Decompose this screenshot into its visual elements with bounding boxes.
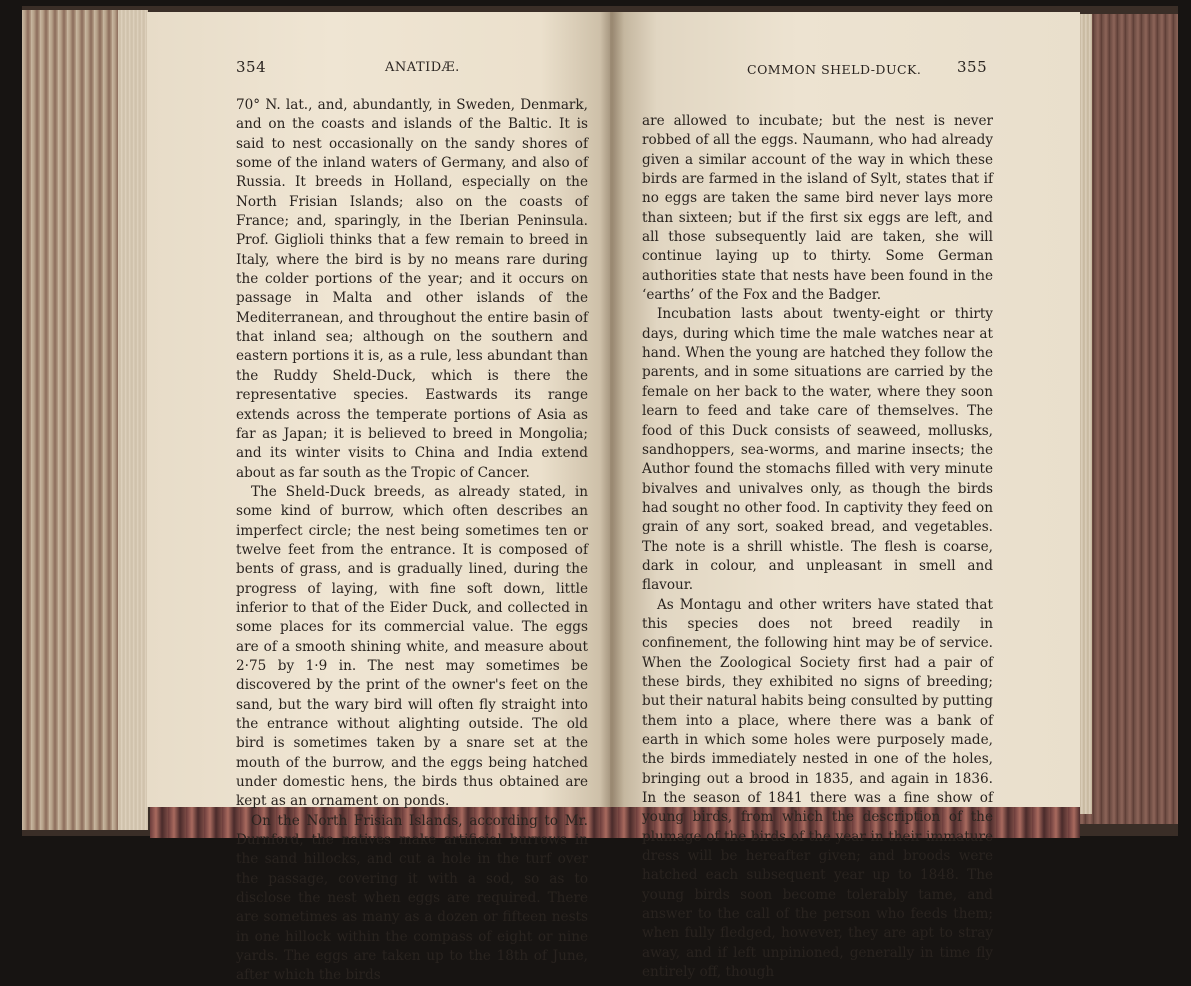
- paragraph: The Sheld-Duck breeds, as already stated, in some kind of burrow, which often describes an imperfect circle; the nest being sometimes ten or twelve feet from the entrance. It is composed of bents of grass, and is gradually lined, during the progress of laying, with fine soft down, little inferior to that of the Eider Duck, and collected in some places for its commercial value. The eggs are of a smooth shining white, and measure about 2·75 by 1·9 in. The nest may sometimes be discovered by the print of the owner's feet on the sand, but the wary bird will often fly straight into the entrance without alighting outside. The old bird is sometimes taken by a snare set at the mouth of the burrow, and the eggs being hatched under domestic hens, the birds thus obtained are kept as an ornament on ponds.: [236, 483, 588, 810]
- right-cover-edge: [1078, 14, 1178, 824]
- left-page-stack: [118, 10, 148, 830]
- right-page-number: 355: [957, 58, 988, 76]
- paragraph: Incubation lasts about twenty-eight or thirty days, during which time the male watches near at hand. When the young are hatched they follow the parents, and in some situations are carried by the female on her back to the water, where they soon learn to feed and take care of themselves. The food of this Duck consists of seaweed, mollusks, sandhoppers, sea-worms, and marine insects; the Author found the stomachs filled with very minute bivalves and univalves only, as though the birds had sought no other food. In captivity they feed on grain of any sort, soaked bread, and vegetables. The note is a shrill whistle. The flesh is coarse, dark in colour, and unpleasant in smell and flavour.: [642, 306, 993, 594]
- right-page-body: [642, 112, 993, 982]
- paragraph: are allowed to incubate; but the nest is never robbed of all the eggs. Naumann, who had already given a similar account of the way in which these birds are farmed in the island of Sylt, states that if no eggs are taken the same bird never lays more than sixteen; but if the first six eggs are left, and all those subsequently laid are taken, she will continue laying up to thirty. Some German authorities state that nests have been found in the ‘earths’ of the Fox and the Badger.: [642, 113, 993, 304]
- left-page-body: [236, 96, 588, 986]
- right-page-stack: [1078, 14, 1092, 814]
- book-gutter: [600, 12, 624, 807]
- paragraph: 70° N. lat., and, abundantly, in Sweden, Denmark, and on the coasts and islands of the Baltic. It is said to nest occasionally on the sandy shores of some of the inland waters of Germany, and also of Russia. It breeds in Holland, especially on the North Frisian Islands; also on the coasts of France; and, sparingly, in the Iberian Peninsula. Prof. Giglioli thinks that a few remain to breed in Italy, where the bird is by no means rare during the colder portions of the year; and it occurs on passage in Malta and other islands of the Mediterranean, and throughout the entire basin of that inland sea; although on the southern and eastern portions it is, as a rule, less abundant than the Ruddy Sheld-Duck, which is there the representative species. Eastwards its range extends across the temperate portions of Asia as far as Japan; it is believed to breed in Mongolia; and its winter visits to China and India extend about as far south as the Tropic of Cancer.: [236, 97, 588, 481]
- paragraph: On the North Frisian Islands, according to Mr. Durnford, the natives make artificial burrows in the sand hillocks, and cut a hole in the turf over the passage, covering it with a sod, so as to disclose the nest when eggs are required. There are sometimes as many as a dozen or fifteen nests in one hillock within the compass of eight or nine yards. The eggs are taken up to the 18th of June, after which the birds: [236, 812, 588, 984]
- right-running-head: COMMON SHELD-DUCK.: [747, 62, 922, 77]
- left-page-number: 354: [236, 58, 267, 76]
- left-page-edges: [22, 10, 122, 830]
- paragraph: As Montagu and other writers have stated that this species does not breed readily in confinement, the following hint may be of service. When the Zoological Society first had a pair of these birds, they exhibited no signs of breeding; but their natural habits being consulted by putting them into a place, where there was a bank of earth in which some holes were purposely made, the birds immediately nested in one of the holes, bringing out a brood in 1835, and again in 1836. In the season of 1841 there was a fine show of young birds, from which the description of the plumage of the birds of the year in their immature dress will be hereafter given; and broods were hatched each subsequent year up to 1848. The young birds soon become tolerably tame, and answer to the call of the person who feeds them; when fully fledged, however, they are apt to stray away, and if left unpinioned, generally in time fly entirely off, though: [642, 596, 993, 981]
- left-running-head: ANATIDÆ.: [385, 60, 460, 75]
